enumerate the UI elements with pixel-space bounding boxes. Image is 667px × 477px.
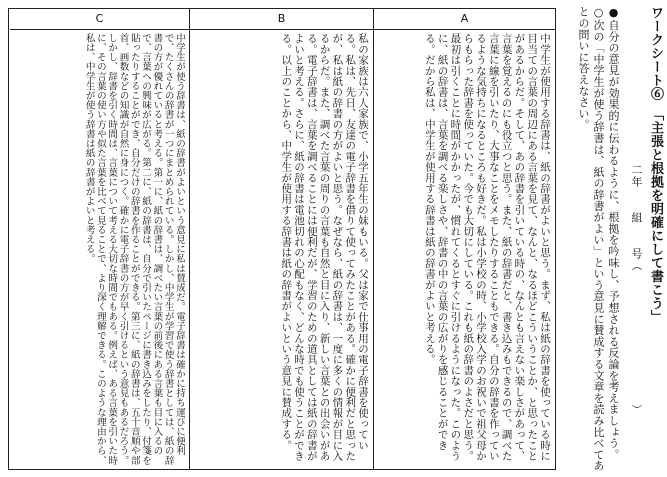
worksheet-header [565,4,665,474]
instruction-1: ●自分の意見が効果的に伝わるように、根拠を吟味し、予想される反論を考えましょう。 [607,6,620,460]
section-b-text: 私の家族は六人家族で、小学五年生の妹もいる。父は家で仕事用の電子辞書を使っている。私は、先日、友達の電子辞書を借りて使ってみたことがある。確かに便利だと思ったが、私は紙の辞書の方がよいと思う。なぜなら、紙の辞書は、一度に多くの情報が目に入るからだ。また、調べた言葉の周りの言葉も自然と目に入り、新しい言葉との出会いがある。電子辞書は、言葉を調べることには便利だが、学習のための道具としては紙の辞書がよいと考える。さらに、紙の辞書は電池切れの心配もなく、どんな時でも使うことができる。以上のことから、中学生が使用する辞書は紙の辞書がよいという意見に賛成する。 [280,33,369,461]
section-b-label: B [190,9,373,30]
section-a [373,9,555,469]
section-a-label: A [374,9,555,30]
section-b [189,9,373,469]
class-number-line: 二年 組 号（ ） [630,164,643,416]
instruction-2: ○次の「中学生が使う辞書は、紙の辞書がよい」という意見に賛成する文章を読み比べてあとの問いに答えなさい。 [577,6,605,472]
section-c-label: C [10,9,189,30]
instructions [576,6,621,472]
worksheet-title: ワークシート⑥ 「主張と根拠を明確にして書こう」 [648,6,663,324]
section-c-text: 中学生が使う辞書は、紙の辞書がよいという意見に私は賛成だ。電子辞書は確かに持ち運びに便利で、たくさんの辞書が一つにまとめられている。しかし、中学生が学習で使う辞書としては、紙の辞書の方が優れていると考える。第一に、紙の辞書は、調べたい言葉の前後にある言葉も目に入るので、言葉への興味が広がる。第二に、紙の辞書は、自分で引いたページに書き込みをしたり、付箋を貼ったりすることができ、自分だけの辞書を作ることができる。第三に、紙の辞書は、五十音順や部首、画数などの知識が自然に身につく。確かに電子辞書の方が早く引けるという意見もあるだろう。しかし、辞書を引く時間は、言葉について考える大切な時間でもある。例えば、ある言葉を引いた時に、その言葉の使い方や似た言葉を比べて見ることで、より深く理解できる。このような理由から、私は、中学生が使う辞書は紙の辞書がよいと考える。 [83,33,185,465]
essay-table [8,8,556,470]
section-a-text: 中学生が使用する辞書は、紙の辞書がよいと思う。まず、私は紙の辞書を使っている時に目当ての言葉の周辺にある言葉を見て、なんと、なるほどこういうことか、と思ったことがあるからだ。そして、あの辞書を引いている時の、なんとも言えない楽しさがあって、言葉を覚えるのにも役立つと思う。また、紙の辞書だと、書き込みもできるので、調べた言葉に線を引いたり、大事なことをメモしたりすることもできる。自分の辞書を作っているような気持ちになるところも好きだ。私は小学校の時、小学校入学のお祝いで祖父母からもらった辞書を使っていた。今でも大切にしている。これも紙の辞書のよさだと思う。最初は引くことに時間がかかったが、慣れてくるとすぐに引けるようになった。このように、紙の辞書は、言葉を調べる楽しさや、辞書の中の言葉の広がりを感じることができる。だから私は、中学生が使用する辞書は紙の辞書がよいと考える。 [423,33,551,461]
section-c [10,9,189,469]
